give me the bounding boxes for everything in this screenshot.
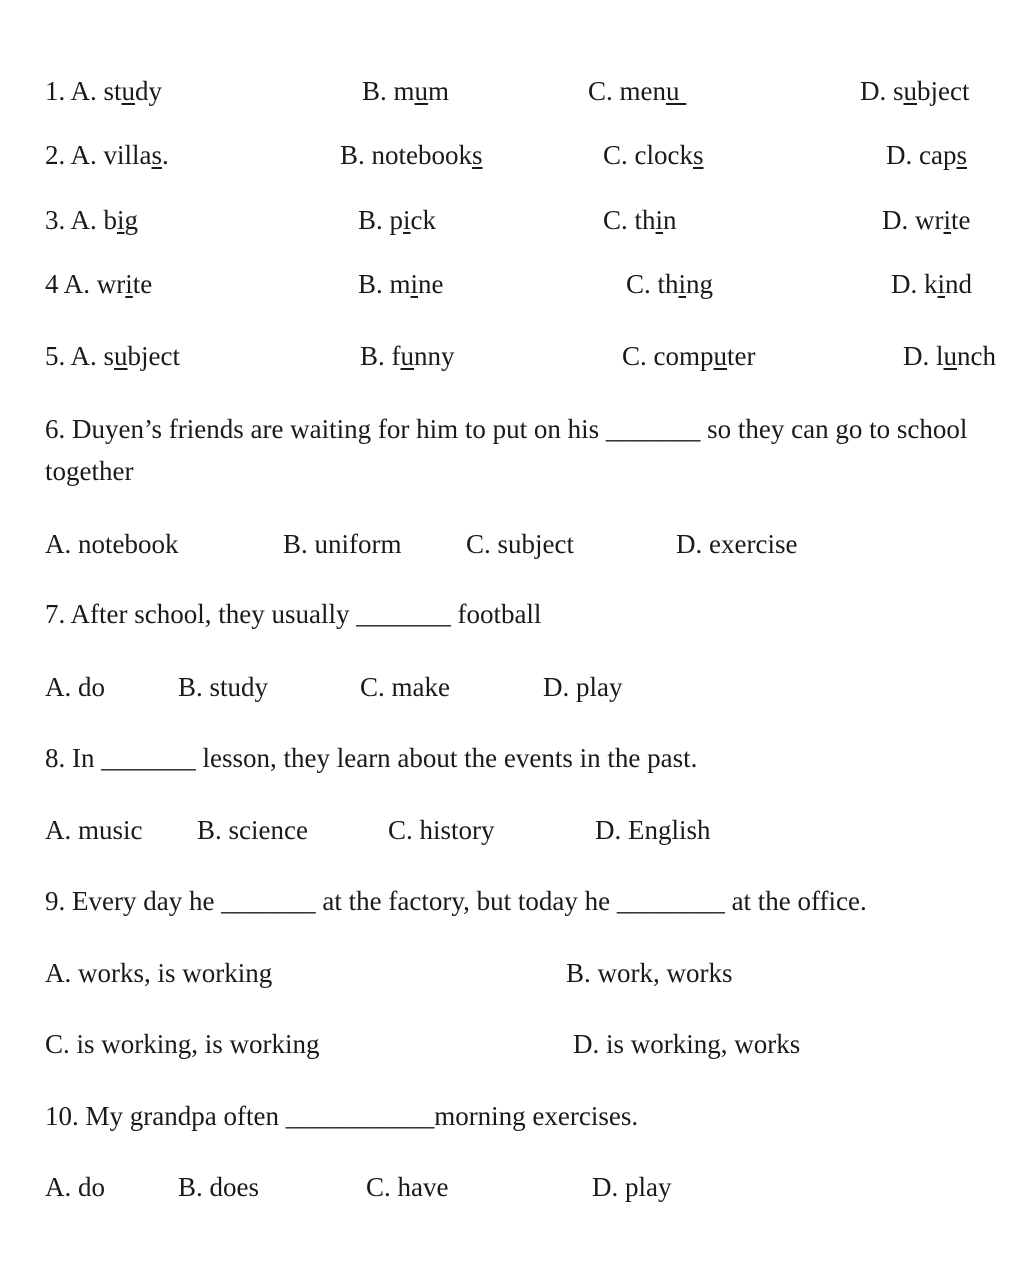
question-7-text: 7. After school, they usually _______ football: [45, 599, 542, 629]
question-6-option-c: C. subject: [466, 529, 574, 559]
question-7-option-a: A. do: [45, 672, 105, 702]
option-4a: 4 A. write: [45, 269, 153, 299]
question-7-option-d: D. play: [543, 672, 623, 702]
option-3a: 3. A. big: [45, 205, 139, 235]
question-6-option-d: D. exercise: [676, 529, 798, 559]
option-1c: C. menu: [588, 76, 687, 106]
question-10-text: 10. My grandpa often ___________morning exercises.: [45, 1101, 639, 1131]
option-4d: D. kind: [891, 269, 973, 299]
option-1a: 1. A. study: [45, 76, 163, 106]
question-10-option-b: B. does: [178, 1172, 259, 1202]
question-number: 3. A.: [45, 205, 97, 235]
option-5b: B. funny: [360, 341, 455, 371]
question-8-option-b: B. science: [197, 815, 308, 845]
option-2a: 2. A. villas.: [45, 140, 169, 170]
option-3d: D. write: [882, 205, 971, 235]
question-8-option-a: A. music: [45, 815, 143, 845]
question-10-option-c: C. have: [366, 1172, 449, 1202]
option-3b: B. pick: [358, 205, 437, 235]
question-9-option-d: D. is working, works: [573, 1029, 801, 1059]
option-2c: C. clocks: [603, 140, 704, 170]
question-7-option-c: C. make: [360, 672, 450, 702]
question-10-option-a: A. do: [45, 1172, 105, 1202]
option-4b: B. mine: [358, 269, 444, 299]
option-2b: B. notebooks: [340, 140, 483, 170]
question-6-option-b: B. uniform: [283, 529, 402, 559]
option-1b: B. mum: [362, 76, 450, 106]
option-5a: 5. A. subject: [45, 341, 181, 371]
question-number: 4 A.: [45, 269, 91, 299]
question-9-option-b: B. work, works: [566, 958, 733, 988]
option-1d: D. subject: [860, 76, 970, 106]
option-4c: C. thing: [626, 269, 714, 299]
question-8-option-d: D. English: [595, 815, 711, 845]
question-number: 2. A.: [45, 140, 97, 170]
option-5c: C. computer: [622, 341, 756, 371]
question-number: 5. A.: [45, 341, 97, 371]
question-9-option-a: A. works, is working: [45, 958, 273, 988]
question-9-text: 9. Every day he _______ at the factory, but today he ________ at the office.: [45, 886, 867, 916]
question-7-option-b: B. study: [178, 672, 269, 702]
question-9-option-c: C. is working, is working: [45, 1029, 320, 1059]
question-number: 1. A.: [45, 76, 97, 106]
question-8-option-c: C. history: [388, 815, 495, 845]
question-10-option-d: D. play: [592, 1172, 672, 1202]
question-6-text: 6. Duyen’s friends are waiting for him to put on his _______ so they can go to school together: [45, 414, 968, 486]
option-2d: D. caps: [886, 140, 967, 170]
option-3c: C. thin: [603, 205, 677, 235]
option-5d: D. lunch: [903, 341, 996, 371]
question-6-option-a: A. notebook: [45, 529, 179, 559]
question-8-text: 8. In _______ lesson, they learn about the events in the past.: [45, 743, 698, 773]
